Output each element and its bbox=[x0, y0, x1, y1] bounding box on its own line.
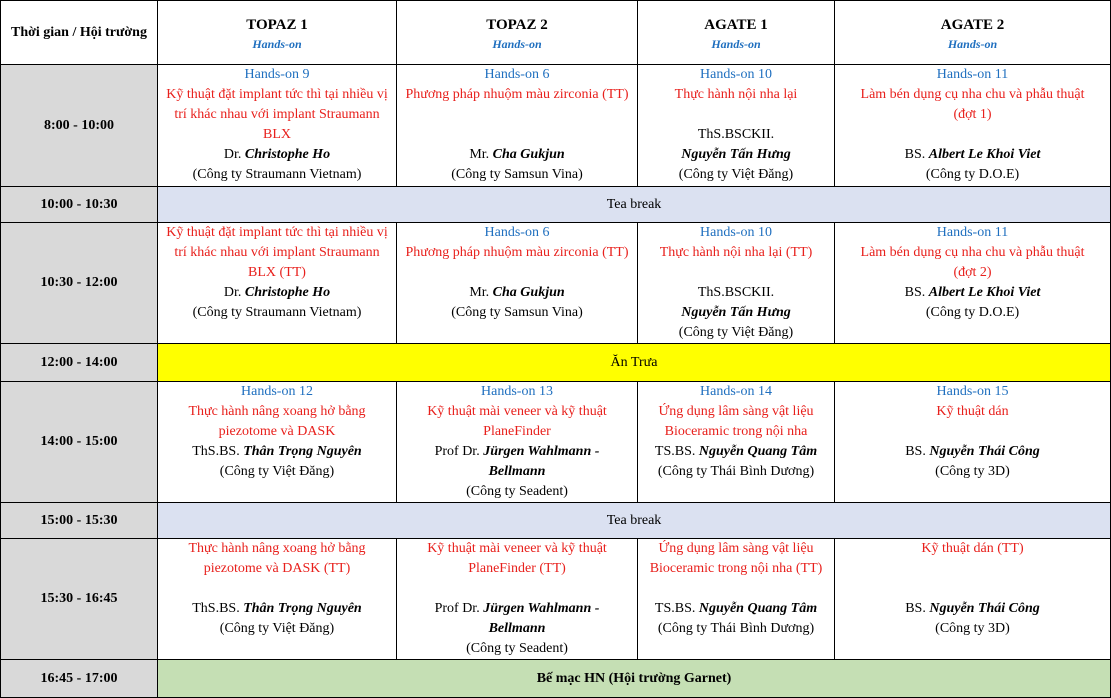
band-row-lunch bbox=[1, 344, 1111, 382]
company: (Công ty Việt Đăng) bbox=[678, 325, 794, 340]
session-cell bbox=[397, 539, 638, 660]
speaker-prefix: ThS.BS. bbox=[192, 601, 240, 616]
company: (Công ty 3D) bbox=[935, 464, 1010, 479]
spacer bbox=[397, 125, 637, 145]
speaker bbox=[397, 145, 637, 165]
speaker-title: ThS.BSCKII. bbox=[697, 127, 775, 142]
speaker bbox=[397, 442, 637, 462]
hall-sub: Hands-on bbox=[492, 36, 542, 51]
speaker-name: Nguyễn Quang Tâm bbox=[698, 444, 818, 459]
session-code: Hands-on 14 bbox=[700, 384, 772, 399]
header-row bbox=[1, 1, 1111, 65]
session-title-line: Kỹ thuật đặt implant tức thì tại nhiều vị bbox=[166, 225, 388, 240]
session-title-line: BLX (TT) bbox=[248, 265, 306, 280]
session-title-line: Làm bén dụng cụ nha chu và phẫu thuật bbox=[860, 87, 1085, 102]
session-cell bbox=[638, 65, 835, 187]
session-title-line: Kỹ thuật dán (TT) bbox=[921, 541, 1024, 556]
session-title-line: Kỹ thuật mài veneer và kỹ thuật bbox=[427, 404, 607, 419]
speaker-prefix: Mr. bbox=[469, 285, 490, 300]
session-cell bbox=[835, 223, 1111, 344]
session-row bbox=[1, 539, 1111, 660]
session-code: Hands-on 11 bbox=[936, 225, 1009, 240]
company: (Công ty Samsun Vina) bbox=[451, 167, 583, 182]
company: (Công ty Việt Đăng) bbox=[678, 167, 794, 182]
time-slot: 10:30 - 12:00 bbox=[1, 223, 158, 344]
company: (Công ty Thái Bình Dương) bbox=[657, 464, 815, 479]
band-row-tea bbox=[1, 187, 1111, 223]
hall-sub: Hands-on bbox=[711, 36, 761, 51]
speaker-name: Christophe Ho bbox=[244, 147, 331, 162]
company: (Công ty Thái Bình Dương) bbox=[657, 621, 815, 636]
company: (Công ty Samsun Vina) bbox=[451, 305, 583, 320]
hall-sub: Hands-on bbox=[252, 36, 302, 51]
session-title-line: trí khác nhau với implant Straumann bbox=[174, 245, 380, 260]
session-title-line: Kỹ thuật dán bbox=[936, 404, 1009, 419]
speaker-name: Jürgen Wahlmann - bbox=[483, 444, 600, 459]
speaker bbox=[397, 599, 637, 619]
hall-name: AGATE 1 bbox=[704, 16, 768, 33]
session-title-line: Bioceramic trong nội nha (TT) bbox=[649, 561, 823, 576]
speaker-prefix: TS.BS. bbox=[654, 444, 696, 459]
session-code: Hands-on 9 bbox=[244, 67, 310, 82]
session-code: Hands-on 10 bbox=[700, 225, 772, 240]
speaker-name: Christophe Ho bbox=[244, 285, 331, 300]
speaker-title: ThS.BSCKII. bbox=[697, 285, 775, 300]
speaker bbox=[397, 283, 637, 303]
spacer bbox=[638, 105, 834, 125]
session-cell bbox=[397, 223, 638, 344]
company: (Công ty Việt Đăng) bbox=[219, 621, 335, 636]
lunch-band: Ăn Trưa bbox=[158, 344, 1111, 382]
session-code: Hands-on 10 bbox=[700, 67, 772, 82]
speaker-name: Thân Trọng Nguyên bbox=[243, 601, 362, 616]
time-slot: 10:00 - 10:30 bbox=[1, 187, 158, 223]
closing-band: Bế mạc HN (Hội trường Garnet) bbox=[158, 660, 1111, 698]
session-code: Hands-on 13 bbox=[481, 384, 553, 399]
company: (Công ty D.O.E) bbox=[925, 305, 1020, 320]
session-title-line: piezotome và DASK bbox=[218, 424, 336, 439]
speaker-prefix: TS.BS. bbox=[654, 601, 696, 616]
session-code: Hands-on 6 bbox=[484, 225, 550, 240]
session-title-line: Ứng dụng lâm sàng vật liệu bbox=[658, 404, 814, 419]
session-cell bbox=[158, 65, 397, 187]
session-code: Hands-on 11 bbox=[936, 67, 1009, 82]
speaker-prefix: Dr. bbox=[223, 285, 242, 300]
session-code: Hands-on 15 bbox=[936, 384, 1009, 399]
spacer bbox=[638, 263, 834, 283]
session-row bbox=[1, 65, 1111, 187]
hall-header-agate-1 bbox=[638, 1, 835, 65]
speaker bbox=[158, 283, 396, 303]
speaker-name-cont: Bellmann bbox=[488, 464, 546, 479]
session-cell bbox=[835, 65, 1111, 187]
spacer bbox=[397, 263, 637, 283]
speaker-name: Cha Gukjun bbox=[492, 285, 565, 300]
speaker bbox=[638, 442, 834, 462]
session-cell bbox=[835, 539, 1111, 660]
hall-name: TOPAZ 2 bbox=[486, 16, 548, 33]
session-title-line: piezotome và DASK (TT) bbox=[203, 561, 351, 576]
time-slot: 16:45 - 17:00 bbox=[1, 660, 158, 698]
spacer bbox=[835, 125, 1110, 145]
hall-name: AGATE 2 bbox=[940, 16, 1005, 33]
speaker-name: Albert Le Khoi Viet bbox=[928, 147, 1041, 162]
session-row bbox=[1, 223, 1111, 344]
company: (Công ty Straumann Vietnam) bbox=[192, 167, 362, 182]
session-title-line: PlaneFinder bbox=[483, 424, 551, 439]
band-row-close bbox=[1, 660, 1111, 698]
speaker-name: Nguyễn Tấn Hưng bbox=[681, 147, 791, 162]
spacer bbox=[835, 422, 1110, 442]
session-title-line: Phương pháp nhuộm màu zirconia (TT) bbox=[405, 245, 629, 260]
hall-header-agate-2 bbox=[835, 1, 1111, 65]
session-title-line: Ứng dụng lâm sàng vật liệu bbox=[658, 541, 814, 556]
tea-break-band: Tea break bbox=[158, 503, 1111, 539]
company: (Công ty Straumann Vietnam) bbox=[192, 305, 362, 320]
speaker-name: Albert Le Khoi Viet bbox=[928, 285, 1041, 300]
spacer bbox=[158, 579, 396, 599]
speaker-name: Nguyễn Quang Tâm bbox=[698, 601, 818, 616]
speaker-prefix: ThS.BS. bbox=[192, 444, 240, 459]
speaker bbox=[835, 599, 1110, 619]
speaker bbox=[835, 442, 1110, 462]
session-title-line: PlaneFinder (TT) bbox=[468, 561, 566, 576]
hall-name: TOPAZ 1 bbox=[246, 16, 308, 33]
hall-sub: Hands-on bbox=[947, 36, 998, 51]
speaker-prefix: Prof Dr. bbox=[434, 601, 480, 616]
speaker bbox=[638, 599, 834, 619]
session-row bbox=[1, 382, 1111, 503]
session-title-line: Bioceramic trong nội nha bbox=[664, 424, 808, 439]
session-title-line: (đợt 1) bbox=[953, 107, 992, 122]
spacer bbox=[397, 579, 637, 599]
session-title-line: Kỹ thuật mài veneer và kỹ thuật bbox=[427, 541, 607, 556]
session-title-line: (đợt 2) bbox=[953, 265, 992, 280]
speaker-name: Nguyễn Tấn Hưng bbox=[681, 305, 791, 320]
speaker-name: Cha Gukjun bbox=[492, 147, 565, 162]
session-code: Hands-on 6 bbox=[484, 67, 550, 82]
session-title-line: Thực hành nội nha lại (TT) bbox=[659, 245, 813, 260]
hall-header-topaz-1 bbox=[158, 1, 397, 65]
hall-header-topaz-2 bbox=[397, 1, 638, 65]
speaker-name-cont: Bellmann bbox=[488, 621, 546, 636]
speaker-prefix: BS. bbox=[904, 147, 926, 162]
session-cell bbox=[638, 382, 835, 503]
session-cell bbox=[397, 382, 638, 503]
session-cell bbox=[638, 539, 835, 660]
speaker bbox=[158, 599, 396, 619]
speaker-name: Nguyễn Thái Công bbox=[929, 444, 1040, 459]
time-slot: 8:00 - 10:00 bbox=[1, 65, 158, 187]
speaker-prefix: Mr. bbox=[469, 147, 490, 162]
speaker-name: Thân Trọng Nguyên bbox=[243, 444, 362, 459]
spacer bbox=[835, 559, 1110, 579]
band-row-tea bbox=[1, 503, 1111, 539]
session-cell bbox=[158, 539, 397, 660]
speaker-prefix: BS. bbox=[904, 285, 926, 300]
speaker bbox=[158, 442, 396, 462]
speaker-prefix: Prof Dr. bbox=[434, 444, 480, 459]
session-title-line: Thực hành nâng xoang hở bằng bbox=[188, 541, 366, 556]
session-title-line: BLX bbox=[263, 127, 291, 142]
session-title-line: Phương pháp nhuộm màu zirconia (TT) bbox=[405, 87, 629, 102]
company: (Công ty Việt Đăng) bbox=[219, 464, 335, 479]
spacer bbox=[835, 579, 1110, 599]
session-code: Hands-on 12 bbox=[241, 384, 313, 399]
speaker-prefix: Dr. bbox=[223, 147, 242, 162]
speaker-prefix: BS. bbox=[905, 444, 926, 459]
speaker bbox=[835, 283, 1110, 303]
speaker-name: Nguyễn Thái Công bbox=[929, 601, 1040, 616]
session-title-line: Kỹ thuật đặt implant tức thì tại nhiều vị bbox=[166, 87, 388, 102]
time-slot: 12:00 - 14:00 bbox=[1, 344, 158, 382]
time-slot: 14:00 - 15:00 bbox=[1, 382, 158, 503]
time-slot: 15:00 - 15:30 bbox=[1, 503, 158, 539]
company: (Công ty 3D) bbox=[935, 621, 1010, 636]
speaker-prefix: BS. bbox=[905, 601, 926, 616]
header-corner: Thời gian / Hội trường bbox=[1, 1, 158, 65]
session-title-line: Thực hành nội nha lại bbox=[674, 87, 798, 102]
session-cell bbox=[158, 382, 397, 503]
speaker-name: Jürgen Wahlmann - bbox=[483, 601, 600, 616]
session-cell bbox=[638, 223, 835, 344]
session-cell bbox=[835, 382, 1111, 503]
company: (Công ty Seadent) bbox=[466, 484, 568, 499]
session-title-line: Thực hành nâng xoang hở bằng bbox=[188, 404, 366, 419]
speaker bbox=[835, 145, 1110, 165]
schedule-body bbox=[1, 65, 1111, 698]
time-slot: 15:30 - 16:45 bbox=[1, 539, 158, 660]
company: (Công ty D.O.E) bbox=[925, 167, 1020, 182]
spacer bbox=[397, 105, 637, 125]
company: (Công ty Seadent) bbox=[466, 641, 568, 656]
spacer bbox=[638, 579, 834, 599]
tea-break-band: Tea break bbox=[158, 187, 1111, 223]
speaker bbox=[158, 145, 396, 165]
session-cell bbox=[158, 223, 397, 344]
session-cell bbox=[397, 65, 638, 187]
session-title-line: Làm bén dụng cụ nha chu và phẫu thuật bbox=[860, 245, 1085, 260]
session-title-line: trí khác nhau với implant Straumann bbox=[174, 107, 380, 122]
